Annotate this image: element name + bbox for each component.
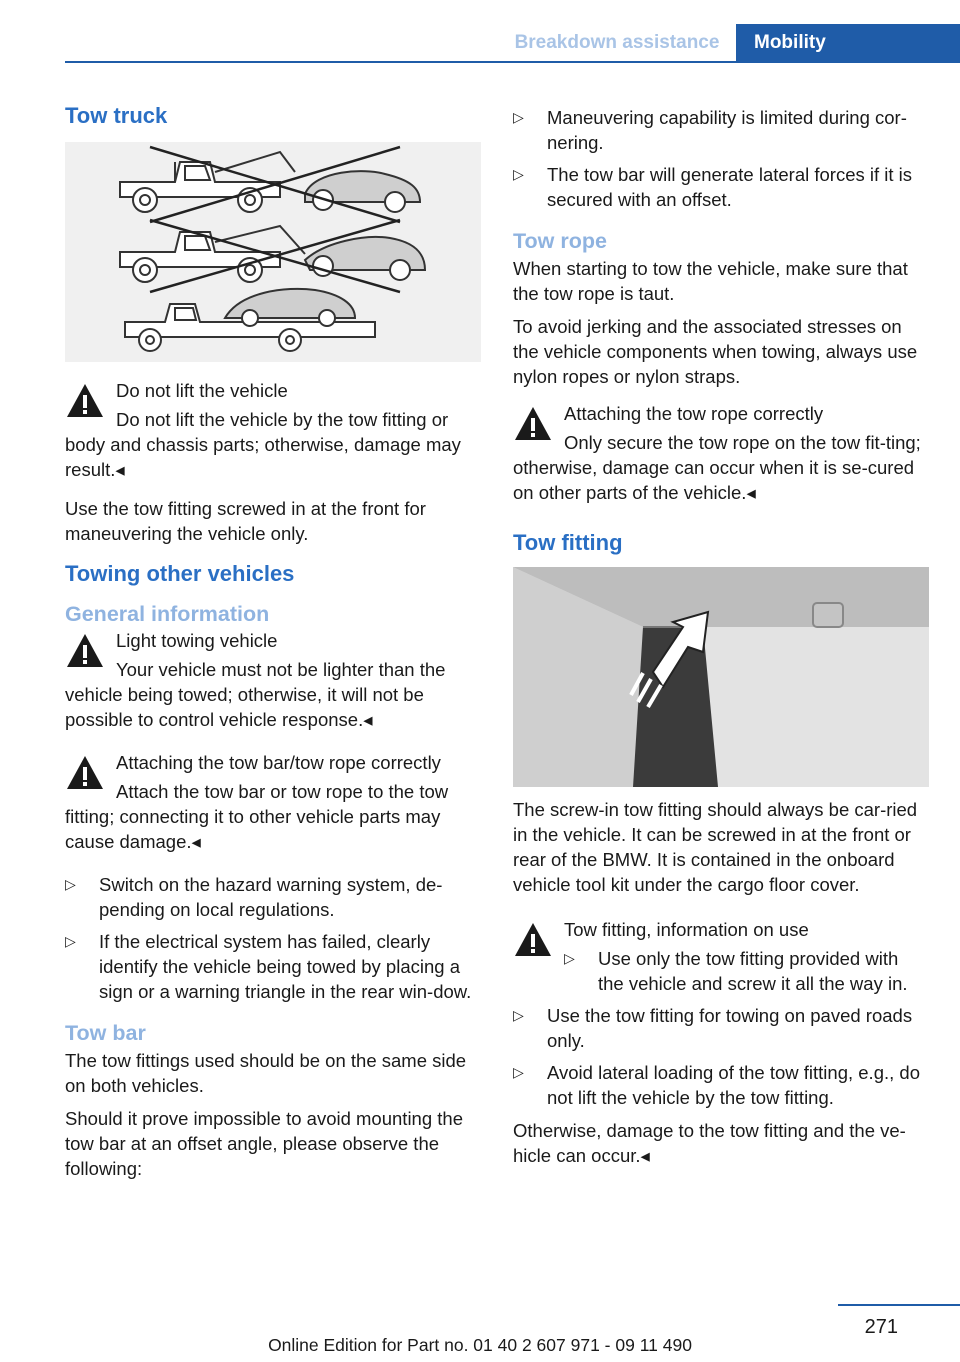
list-item: ▷ Avoid lateral loading of the tow fitting, e.g., do not lift the vehicle by the tow fitting.	[513, 1060, 929, 1110]
paragraph-tow-bar-1: The tow fittings used should be on the same side on both vehicles.	[65, 1050, 467, 1096]
warning-attaching-tow-rope	[513, 401, 929, 505]
left-column	[65, 98, 481, 1189]
warning-attaching-tow-bar	[65, 750, 481, 854]
warning-triangle-icon	[65, 382, 105, 420]
tow-truck-drawing	[65, 142, 481, 362]
header-section-label: Breakdown assistance	[514, 32, 720, 53]
list-item: ▷ Use the tow fitting for towing on paved roads only.	[513, 1003, 929, 1053]
paragraph-tow-rope-2: To avoid jerking and the associated stresses on the vehicle components when towing, always use nylon ropes or nylon straps.	[513, 316, 918, 387]
warning-title: Tow fitting, information on use	[564, 919, 809, 940]
tow-fitting-bullet-list	[513, 1003, 929, 1110]
list-item: ▷ If the electrical system has failed, clearly identify the vehicle being towed by placing a sign or a warning triangle in the rear win‐dow.	[65, 929, 481, 1004]
warning-triangle-icon	[513, 405, 553, 443]
warning-triangle-icon	[65, 632, 105, 670]
paragraph-tow-fitting: The screw-in tow fitting should always be car‐ried in the vehicle. It can be screwed in at the front or rear of the BMW. It is contained in the onboard vehicle tool kit under the cargo floor cover.	[513, 799, 918, 895]
paragraph-tow-rope-1: When starting to tow the vehicle, make sure that the tow rope is taut.	[513, 258, 908, 304]
heading-general-information: General information	[65, 602, 270, 626]
header-chapter-tab: Mobility	[736, 24, 960, 61]
warning-text: Attach the tow bar or tow rope to the tow fitting; connecting it to other vehicle parts may cause damage.◂	[65, 781, 449, 852]
list-item: ▷ Maneuvering capability is limited during cor‐nering.	[513, 105, 929, 155]
warning-tow-fitting-use	[513, 917, 929, 996]
cargo-area-drawing	[513, 567, 929, 787]
list-item: ▷ The tow bar will generate lateral forces if it is secured with an offset.	[513, 162, 929, 212]
right-column	[513, 98, 929, 1176]
page-number-rule	[838, 1304, 960, 1306]
footer-edition: Online Edition for Part no. 01 40 2 607 971 - 09 11 490	[268, 1335, 692, 1355]
heading-towing-other-vehicles: Towing other vehicles	[65, 561, 295, 586]
header-rule	[65, 61, 960, 63]
tow-bar-bullet-list	[513, 105, 929, 212]
heading-tow-bar: Tow bar	[65, 1021, 146, 1045]
warning-title: Attaching the tow bar/tow rope correctly	[116, 752, 441, 773]
warning-title: Light towing vehicle	[116, 630, 278, 651]
towing-bullet-list	[65, 872, 481, 1004]
paragraph-otherwise: Otherwise, damage to the tow fitting and the ve‐hicle can occur.◂	[513, 1120, 906, 1166]
warning-title: Attaching the tow rope correctly	[564, 403, 824, 424]
tow-fitting-photo	[513, 567, 929, 787]
warning-do-not-lift	[65, 378, 481, 482]
warning-text: Only secure the tow rope on the tow fit‐ting; otherwise, damage can occur when it is se‐cured on other parts of the vehicle.◂	[513, 432, 921, 503]
warning-light-towing-vehicle	[65, 628, 481, 732]
list-item: ▷ Use only the tow fitting provided with the vehicle and screw it all the way in.	[564, 946, 929, 996]
paragraph-front-fitting: Use the tow fitting screwed in at the front for maneuvering the vehicle only.	[65, 498, 426, 544]
warning-triangle-icon	[513, 921, 553, 959]
warning-text: Do not lift the vehicle by the tow fitting or body and chassis parts; otherwise, damage may result.◂	[65, 409, 461, 480]
list-item: ▷ Switch on the hazard warning system, de‐pending on local regulations.	[65, 872, 481, 922]
warning-text: Your vehicle must not be lighter than the vehicle being towed; otherwise, it will not be possible to control vehicle response.◂	[65, 659, 446, 730]
tow-truck-illustration	[65, 142, 481, 362]
page-number: 271	[864, 1316, 898, 1338]
heading-tow-fitting: Tow fitting	[513, 530, 623, 555]
warning-bullet-list	[513, 946, 929, 996]
warning-triangle-icon	[65, 754, 105, 792]
heading-tow-truck: Tow truck	[65, 103, 168, 128]
warning-title: Do not lift the vehicle	[116, 380, 288, 401]
paragraph-tow-bar-2: Should it prove impossible to avoid mounting the tow bar at an offset angle, please observe the following:	[65, 1108, 463, 1179]
heading-tow-rope: Tow rope	[513, 229, 607, 253]
